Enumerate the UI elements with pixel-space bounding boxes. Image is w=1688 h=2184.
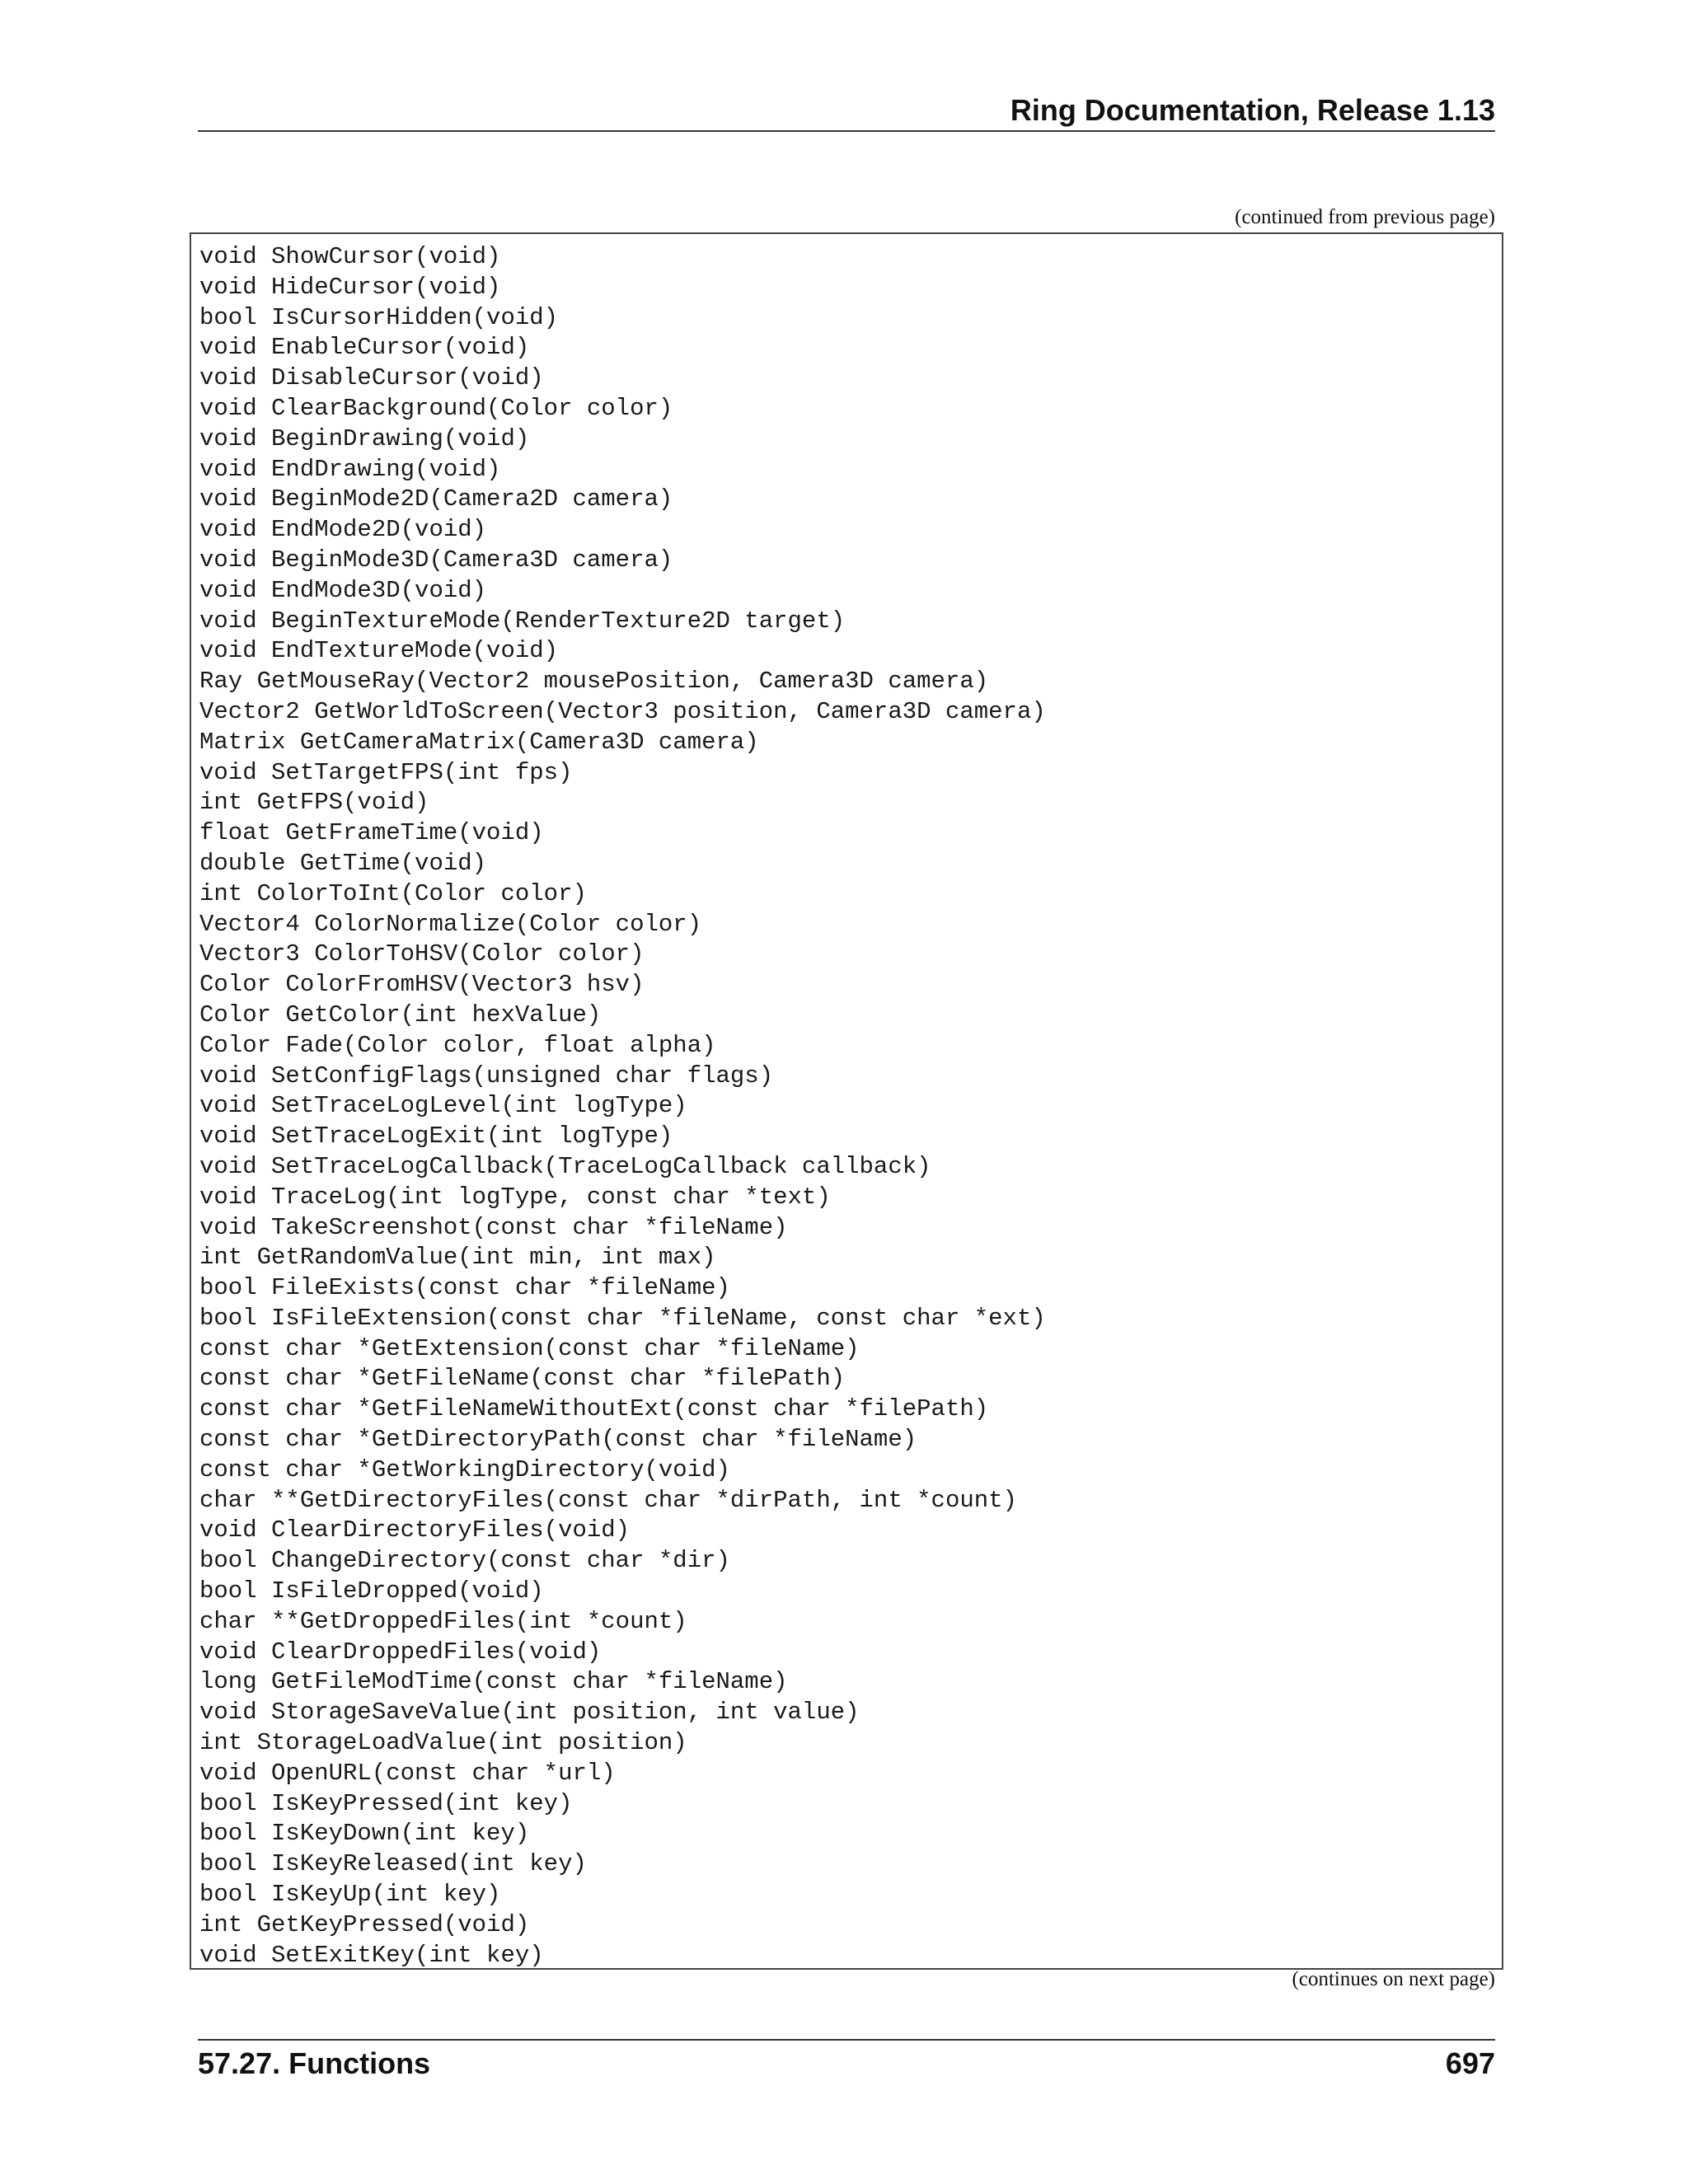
code-line: void EndMode3D(void) — [199, 576, 487, 604]
code-line: bool IsKeyPressed(int key) — [199, 1789, 573, 1817]
code-line: float GetFrameTime(void) — [199, 819, 544, 847]
code-line: bool IsKeyDown(int key) — [199, 1820, 530, 1848]
code-line: bool FileExists(const char *fileName) — [199, 1274, 730, 1302]
code-line: Vector3 ColorToHSV(Color color) — [199, 940, 645, 968]
code-line: void BeginMode3D(Camera3D camera) — [199, 546, 673, 574]
code-line: int GetFPS(void) — [199, 789, 429, 817]
code-line: void EndDrawing(void) — [199, 455, 501, 483]
code-line: bool ChangeDirectory(const char *dir) — [199, 1547, 730, 1575]
code-line: const char *GetExtension(const char *fileName) — [199, 1334, 860, 1362]
code-line: void EndTextureMode(void) — [199, 637, 559, 665]
code-line: void BeginDrawing(void) — [199, 424, 530, 452]
code-line: bool IsFileDropped(void) — [199, 1577, 544, 1605]
document-title: Ring Documentation, Release 1.13 — [1010, 93, 1495, 127]
code-line: void SetTraceLogLevel(int logType) — [199, 1092, 687, 1120]
code-line: Ray GetMouseRay(Vector2 mousePosition, Camera3D camera) — [199, 668, 989, 696]
code-line: int GetRandomValue(int min, int max) — [199, 1244, 716, 1272]
code-line: void DisableCursor(void) — [199, 364, 544, 392]
code-line: void EnableCursor(void) — [199, 334, 530, 362]
code-line: Color ColorFromHSV(Vector3 hsv) — [199, 971, 645, 999]
code-line: void HideCursor(void) — [199, 273, 501, 301]
continued-from-note: (continued from previous page) — [1235, 206, 1495, 228]
code-line: void BeginMode2D(Camera2D camera) — [199, 485, 673, 513]
continues-on-next-note: (continues on next page) — [1292, 1968, 1495, 1990]
code-line: void SetExitKey(int key) — [199, 1941, 544, 1969]
code-line: bool IsKeyUp(int key) — [199, 1881, 501, 1909]
code-line: char **GetDroppedFiles(int *count) — [199, 1607, 687, 1635]
code-line: void StorageSaveValue(int position, int value) — [199, 1699, 860, 1727]
code-line: bool IsCursorHidden(void) — [199, 303, 559, 331]
code-line: void SetTargetFPS(int fps) — [199, 758, 573, 786]
code-line: void BeginTextureMode(RenderTexture2D target) — [199, 607, 846, 635]
code-line: void ClearDirectoryFiles(void) — [199, 1516, 631, 1544]
code-line: Vector2 GetWorldToScreen(Vector3 position, Camera3D camera) — [199, 697, 1046, 725]
code-line: const char *GetDirectoryPath(const char *fileName) — [199, 1426, 917, 1454]
code-block — [190, 232, 1503, 1970]
header-divider — [198, 130, 1495, 132]
section-title: 57.27. Functions — [198, 2046, 431, 2080]
code-line: void SetConfigFlags(unsigned char flags) — [199, 1062, 774, 1090]
page-number: 697 — [1445, 2046, 1495, 2080]
code-line: void SetTraceLogCallback(TraceLogCallback callback) — [199, 1152, 931, 1180]
code-line: const char *GetFileName(const char *filePath) — [199, 1365, 846, 1393]
code-line: long GetFileModTime(const char *fileName) — [199, 1668, 788, 1696]
code-line: Color Fade(Color color, float alpha) — [199, 1031, 716, 1059]
code-line: Color GetColor(int hexValue) — [199, 1001, 602, 1029]
code-line: double GetTime(void) — [199, 849, 487, 877]
code-line: void OpenURL(const char *url) — [199, 1759, 616, 1787]
code-line: int StorageLoadValue(int position) — [199, 1729, 687, 1757]
code-line: Vector4 ColorNormalize(Color color) — [199, 910, 702, 938]
code-line: void TraceLog(int logType, const char *text) — [199, 1183, 831, 1211]
code-line: bool IsFileExtension(const char *fileName, const char *ext) — [199, 1304, 1046, 1332]
code-line: void SetTraceLogExit(int logType) — [199, 1122, 673, 1151]
code-line: void ClearDroppedFiles(void) — [199, 1638, 602, 1666]
code-line: int GetKeyPressed(void) — [199, 1910, 530, 1938]
code-line: char **GetDirectoryFiles(const char *dirPath, int *count) — [199, 1486, 1017, 1514]
code-line: int ColorToInt(Color color) — [199, 879, 587, 907]
code-line: bool IsKeyReleased(int key) — [199, 1850, 587, 1878]
code-line: void TakeScreenshot(const char *fileName) — [199, 1213, 788, 1241]
code-line: void ClearBackground(Color color) — [199, 394, 673, 422]
code-line: void EndMode2D(void) — [199, 516, 487, 544]
code-line: void ShowCursor(void) — [199, 243, 501, 270]
code-line: const char *GetFileNameWithoutExt(const char *filePath) — [199, 1395, 989, 1423]
code-line: Matrix GetCameraMatrix(Camera3D camera) — [199, 728, 759, 756]
footer-divider — [198, 2039, 1495, 2041]
code-line: const char *GetWorkingDirectory(void) — [199, 1455, 730, 1483]
